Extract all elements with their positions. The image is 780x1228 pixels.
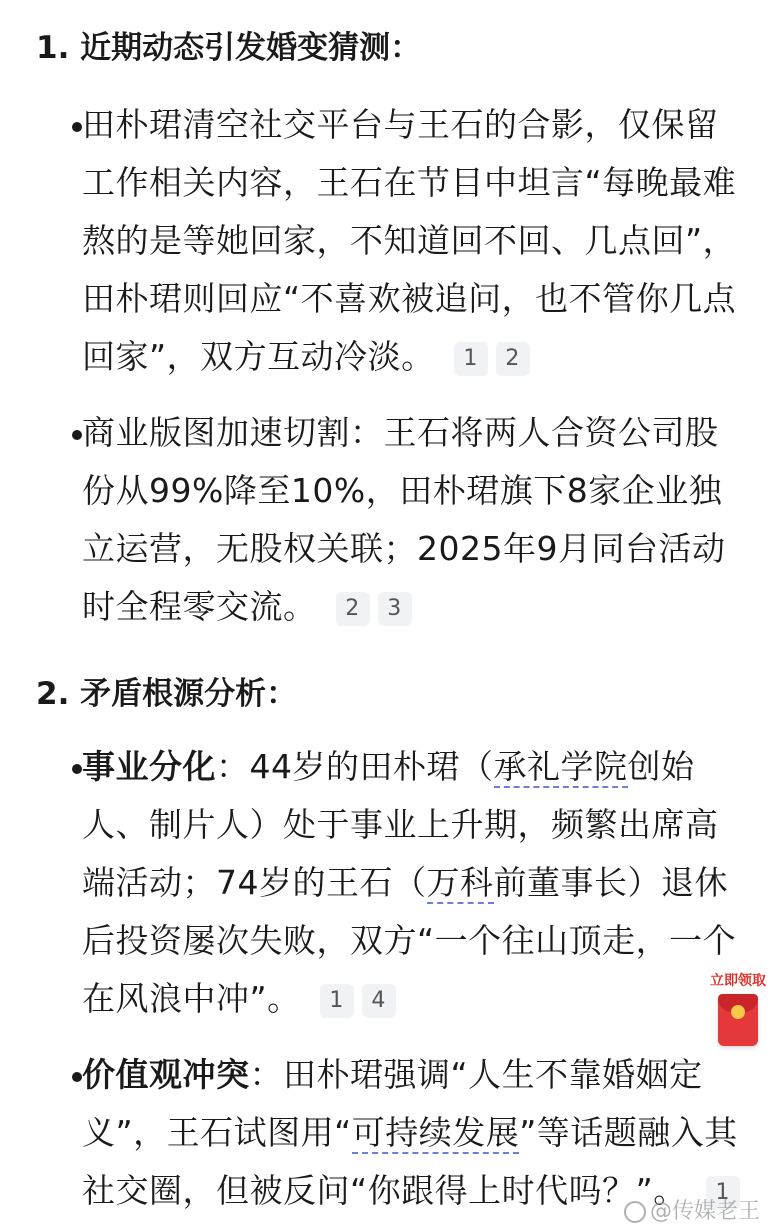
weibo-icon — [624, 1201, 646, 1223]
link-sustainable-development[interactable]: 可持续发展 — [351, 1113, 520, 1152]
red-packet-label[interactable]: 立即领取 — [710, 973, 766, 989]
bullet-text: ：44岁的田朴珺（ — [216, 747, 494, 786]
section-2-heading — [36, 674, 297, 714]
section-1-bullet-2-text: 商业版图加速切割：王石将两人合资公司股份从99%降至10%，田朴珺旗下8家企业独立运营，无股权关联；2025年9月同台活动时全程零交流。 — [82, 413, 726, 626]
section-1-bullet-1 — [82, 96, 746, 386]
citation-badge[interactable]: 4 — [362, 984, 396, 1018]
section-1-heading — [36, 28, 421, 68]
citation-badge[interactable]: 1 — [320, 984, 354, 1018]
link-chengli-academy[interactable]: 承礼学院 — [493, 747, 628, 786]
bullet-text: 前董事长）退休后投资屡次失败，双方“一个往山顶走，一个在风浪中冲”。 — [82, 863, 737, 1018]
citation-badge[interactable]: 1 — [454, 342, 488, 376]
bullet-text: 创始人、制片人）处于事业上升期，频繁出席高端活动；74岁的王石（ — [82, 747, 719, 902]
section-2-bullet-2 — [82, 1046, 746, 1220]
red-packet-widget[interactable] — [704, 972, 772, 1058]
watermark-text: @传媒老王 — [649, 1199, 760, 1224]
watermark — [624, 1198, 760, 1226]
citation-badge[interactable]: 1 — [706, 1176, 740, 1210]
citation-badge[interactable]: 2 — [336, 592, 370, 626]
citation-badge[interactable]: 3 — [378, 592, 412, 626]
bullet-lead-career-divergence: 事业分化 — [82, 747, 216, 786]
link-vanke[interactable]: 万科 — [426, 863, 494, 902]
bullet-text: ：田朴珺强调“人生不靠婚姻定义”，王石试图用“ — [82, 1055, 703, 1152]
bullet-text: ”等话题融入其社交圈，但被反问“你跟得上时代吗？”。 — [82, 1113, 738, 1210]
section-1-bullet-1-text: 田朴珺清空社交平台与王石的合影，仅保留工作相关内容，王石在节目中坦言“每晚最难熬的是等她回家，不知道回不回、几点回”，田朴珺则回应“不喜欢被追问，也不管你几点回家”，双方互动冷淡。 — [82, 105, 737, 376]
red-envelope-icon[interactable] — [718, 994, 758, 1046]
section-1-bullet-2 — [82, 404, 746, 636]
citation-badge[interactable]: 2 — [496, 342, 530, 376]
section-2-heading-text: 2. 矛盾根源分析： — [36, 676, 298, 712]
section-1-heading-text: 1. 近期动态引发婚变猜测： — [36, 30, 422, 66]
bullet-lead-values-conflict: 价值观冲突 — [82, 1055, 250, 1094]
section-2-bullet-1 — [82, 738, 746, 1028]
red-envelope-coin — [731, 1005, 745, 1019]
